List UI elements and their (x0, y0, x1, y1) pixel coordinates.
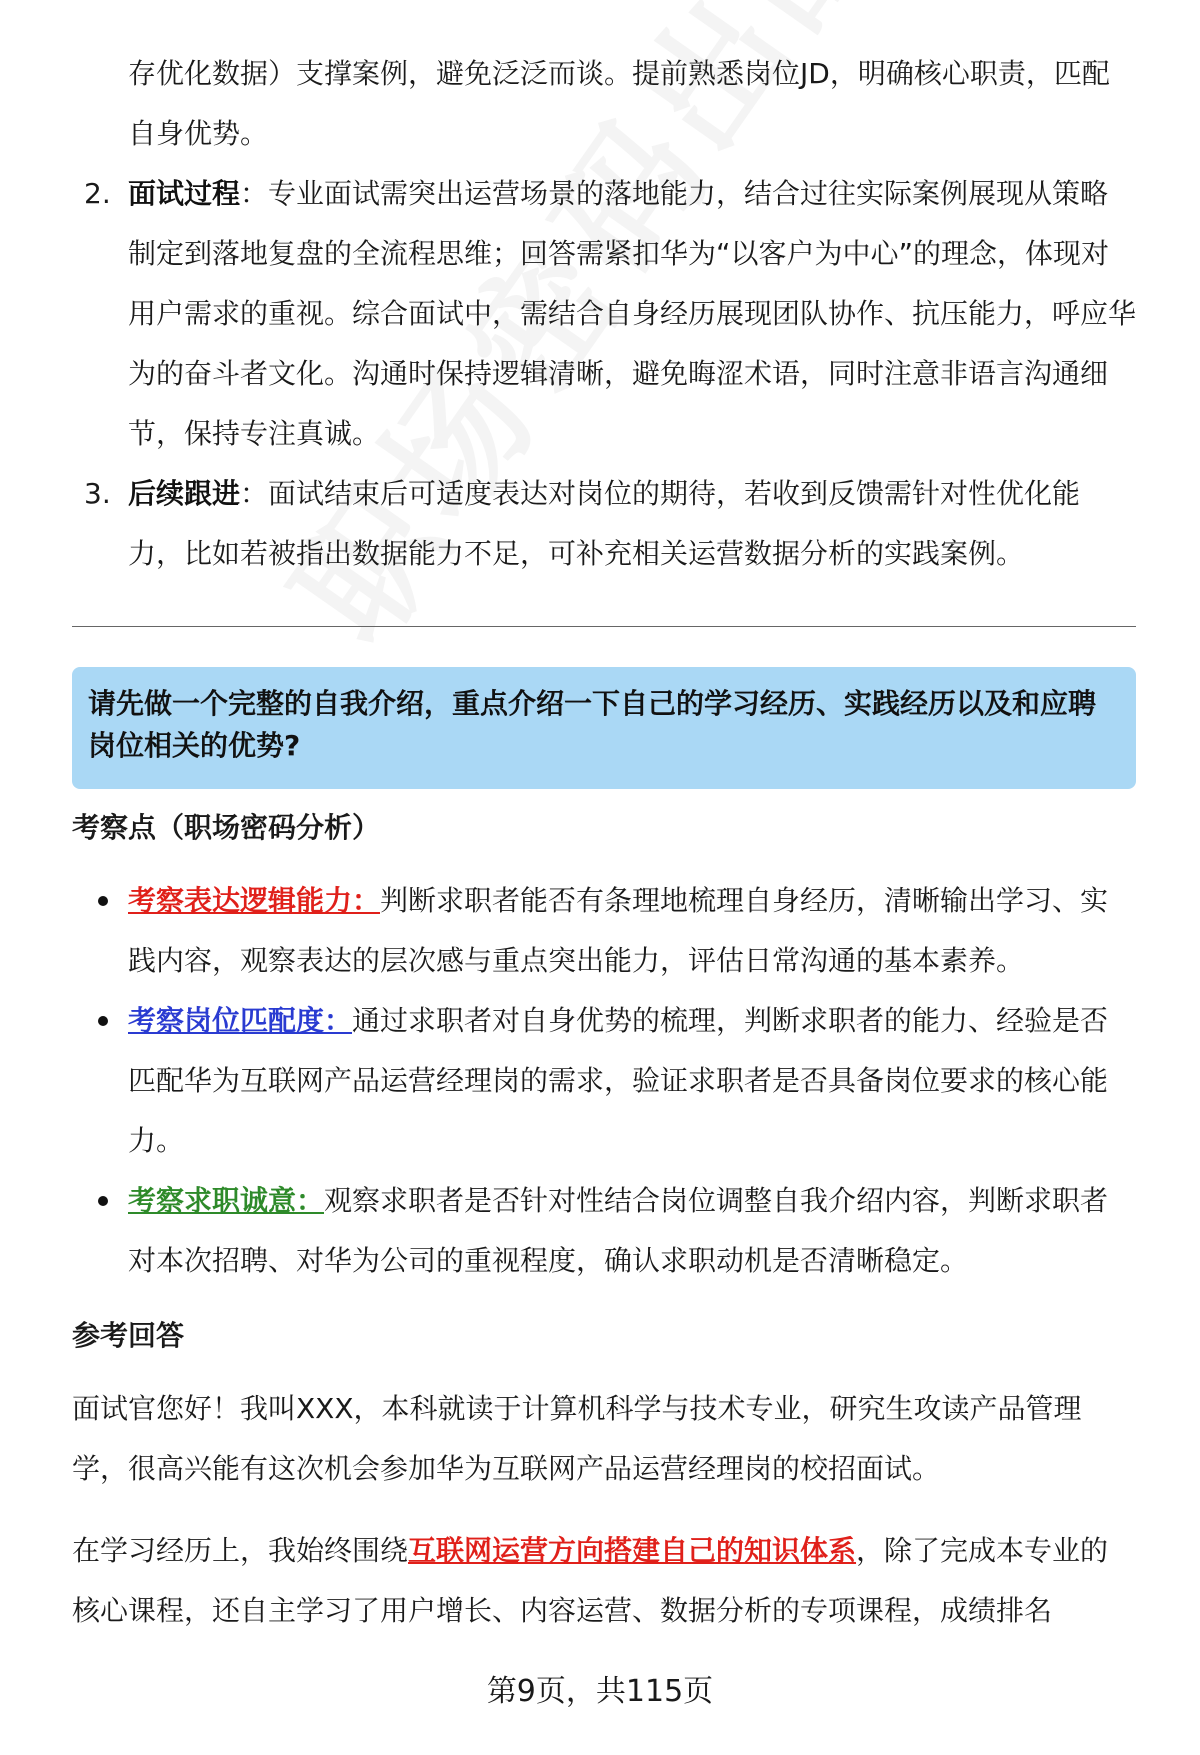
document-page (72, 0, 1136, 1641)
exam-point-key: 考察岗位匹配度： (128, 1004, 353, 1037)
bullet-icon (98, 1016, 108, 1026)
exam-points-list (72, 871, 1136, 1291)
answer-paragraph (72, 1379, 1136, 1499)
list-number: 2. (84, 177, 111, 210)
divider (72, 626, 1136, 627)
exam-point-text: 判断求职者能否有条理地梳理自身经历，清晰输出学习、实践内容，观察表达的层次感与重点突出能力，评估日常沟通的基本素养。 (128, 884, 1109, 977)
exam-point-text: 通过求职者对自身优势的梳理，判断求职者的能力、经验是否匹配华为互联网产品运营经理岗的需求，验证求职者是否具备岗位要求的核心能力。 (128, 1004, 1109, 1157)
bullet-icon (98, 1196, 108, 1206)
answer-paragraph-1-text: 面试官您好！我叫XXX，本科就读于计算机科学与技术专业，研究生攻读产品管理学，很高兴能有这次机会参加华为互联网产品运营经理岗的校招面试。 (72, 1392, 1082, 1485)
list-item-body: ：面试结束后可适度表达对岗位的期待，若收到反馈需针对性优化能力，比如若被指出数据能力不足，可补充相关运营数据分析的实践案例。 (128, 477, 1081, 570)
exam-point (72, 1171, 1136, 1291)
exam-point (72, 991, 1136, 1171)
list-item (72, 164, 1136, 464)
exam-point (72, 871, 1136, 991)
exam-point-text: 观察求职者是否针对性结合岗位调整自我介绍内容，判断求职者对本次招聘、对华为公司的重视程度，确认求职动机是否清晰稳定。 (128, 1184, 1109, 1277)
answer-paragraph-2-suffix: ，除了完成本专业的核心课程，还自主学习了用户增长、内容运营、数据分析的专项课程，成绩排名 (72, 1534, 1109, 1627)
list-number: 3. (84, 477, 111, 510)
question-text: 请先做一个完整的自我介绍，重点介绍一下自己的学习经历、实践经历以及和应聘岗位相关的优势? (88, 687, 1097, 762)
bullet-icon (98, 896, 108, 906)
answer-paragraph (72, 1521, 1136, 1641)
continuation-text: 存优化数据）支撑案例，避免泛泛而谈。提前熟悉岗位JD，明确核心职责，匹配自身优势。 (128, 57, 1110, 150)
page-footer: 第9页，共115页 (486, 1674, 714, 1709)
answer-highlight: 互联网运营方向搭建自己的知识体系 (408, 1534, 857, 1567)
list-item-body: ：专业面试需突出运营场景的落地能力，结合过往实际案例展现从策略制定到落地复盘的全流程思维；回答需紧扣华为“以客户为中心”的理念，体现对用户需求的重视。综合面试中，需结合自身经历展现团队协作、抗压能力，呼应华为的奋斗者文化。沟通时保持逻辑清晰，避免晦涩术语，同时注意非语言沟通细节，保持专注真诚。 (128, 177, 1137, 450)
list-item-title: 后续跟进 (128, 477, 241, 510)
exam-point-key: 考察表达逻辑能力： (128, 884, 381, 917)
list-item-1-continuation (72, 44, 1136, 164)
exam-points-title: 考察点（职场密码分析） (72, 811, 381, 844)
answer-paragraph-2-prefix: 在学习经历上，我始终围绕 (72, 1534, 409, 1567)
list-item-title: 面试过程 (128, 177, 241, 210)
list-item (72, 464, 1136, 584)
answer-title: 参考回答 (72, 1319, 185, 1352)
exam-point-key: 考察求职诚意： (128, 1184, 325, 1217)
question-box (72, 667, 1136, 789)
